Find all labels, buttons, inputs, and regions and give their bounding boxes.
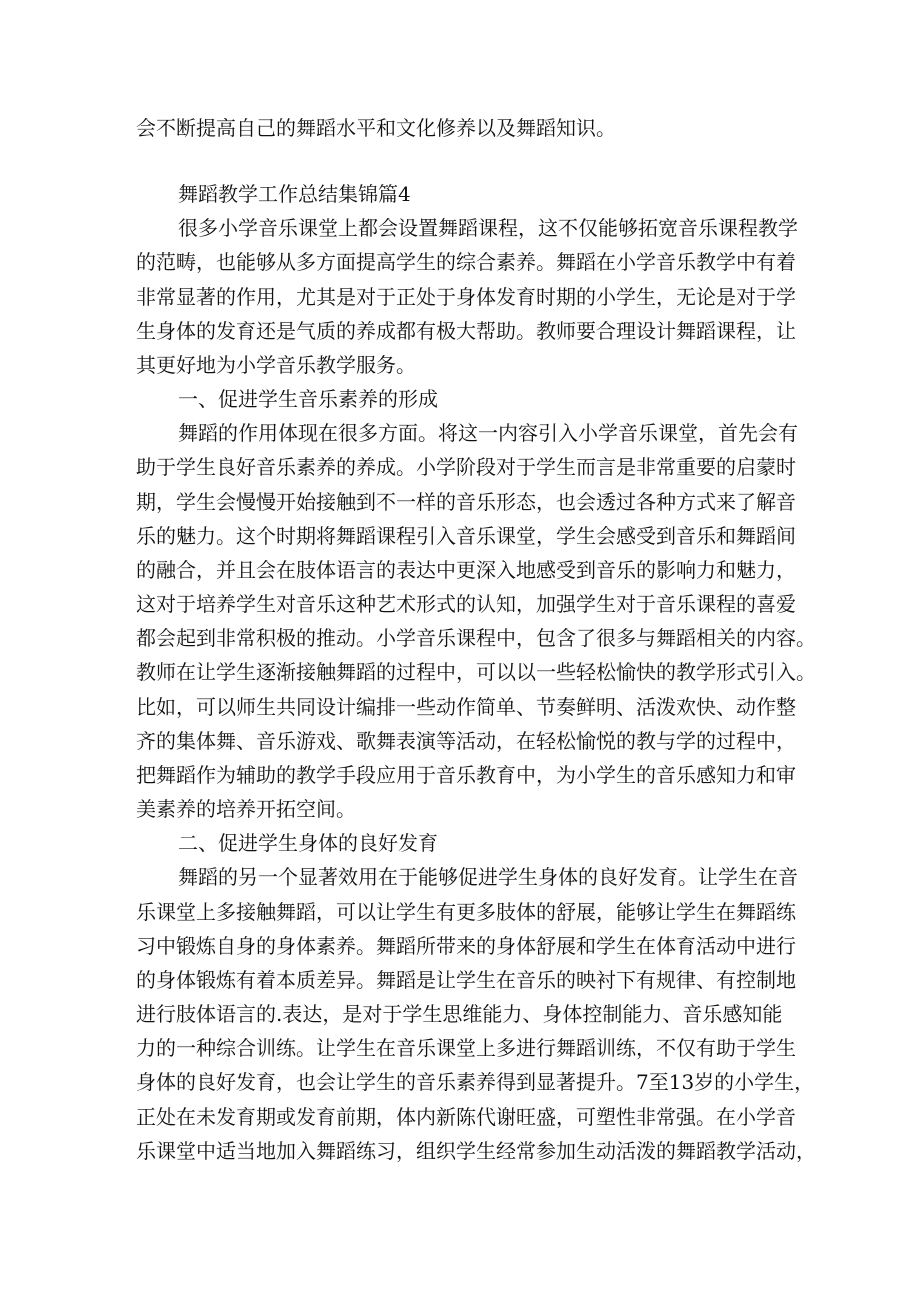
paragraph-line: 很多小学音乐课堂上都会设置舞蹈课程，这不仅能够拓宽音乐课程教学 [178, 216, 798, 240]
paragraph-line: 乐课堂上多接触舞蹈，可以让学生有更多肢体的舒展，能够让学生在舞蹈练 [136, 900, 796, 924]
paragraph-line: 比如，可以师生共同设计编排一些动作简单、节奏鲜明、活泼欢快、动作整 [136, 695, 796, 719]
paragraph-line: 正处在未发育期或发育前期，体内新陈代谢旺盛，可塑性非常强。在小学音 [136, 1105, 796, 1129]
paragraph-line: 助于学生良好音乐素养的养成。小学阶段对于学生而言是非常重要的启蒙时 [136, 455, 796, 479]
paragraph-line: 舞蹈的另一个显著效用在于能够促进学生身体的良好发育。让学生在音 [178, 865, 798, 889]
paragraph-line: 进行肢体语言的.表达，是对于学生思维能力、身体控制能力、音乐感知能 [136, 1002, 783, 1026]
paragraph-line: 生身体的发育还是气质的养成都有极大帮助。教师要合理设计舞蹈课程，让 [136, 319, 796, 343]
paragraph-line: 乐课堂中适当地加入舞蹈练习，组织学生经常参加生动活泼的舞蹈教学活动， [136, 1139, 816, 1163]
paragraph-line: 乐的魅力。这个时期将舞蹈课程引入音乐课堂，学生会感受到音乐和舞蹈间 [136, 524, 796, 548]
paragraph-line: 这对于培养学生对音乐这种艺术形式的认知，加强学生对于音乐课程的喜爱 [136, 592, 796, 616]
paragraph-line: 舞蹈的作用体现在很多方面。将这一内容引入小学音乐课堂，首先会有 [178, 421, 798, 445]
paragraph-line: 期，学生会慢慢开始接触到不一样的音乐形态，也会透过各种方式来了解音 [136, 490, 796, 514]
paragraph-line: 齐的集体舞、音乐游戏、歌舞表演等活动，在轻松愉悦的教与学的过程中， [136, 729, 796, 753]
subsection-heading: 一、促进学生音乐素养的形成 [178, 387, 438, 411]
paragraph-line: 的身体锻炼有着本质差异。舞蹈是让学生在音乐的映衬下有规律、有控制地 [136, 968, 796, 992]
paragraph-line: 非常显著的作用，尤其是对于正处于身体发育时期的小学生，无论是对于学 [136, 285, 796, 309]
paragraph-line: 教师在让学生逐渐接触舞蹈的过程中，可以以一些轻松愉快的教学形式引入。 [136, 660, 816, 684]
paragraph-line: 都会起到非常积极的推动。小学音乐课程中，包含了很多与舞蹈相关的内容。 [136, 626, 816, 650]
section-heading: 舞蹈教学工作总结集锦篇4 [178, 182, 411, 206]
paragraph-line: 的融合，并且会在肢体语言的表达中更深入地感受到音乐的影响力和魅力， [136, 558, 796, 582]
paragraph-line: 其更好地为小学音乐教学服务。 [136, 353, 416, 377]
subsection-heading: 二、促进学生身体的良好发育 [178, 831, 438, 855]
paragraph-line: 美素养的培养开拓空间。 [136, 797, 356, 821]
paragraph-line: 会不断提高自己的舞蹈水平和文化修养以及舞蹈知识。 [136, 116, 616, 140]
paragraph-line: 把舞蹈作为辅助的教学手段应用于音乐教育中，为小学生的音乐感知力和审 [136, 763, 796, 787]
paragraph-line: 的范畴，也能够从多方面提高学生的综合素养。舞蹈在小学音乐教学中有着 [136, 250, 796, 274]
paragraph-line: 力的一种综合训练。让学生在音乐课堂上多进行舞蹈训练，不仅有助于学生 [136, 1036, 796, 1060]
paragraph-line: 习中锻炼自身的身体素养。舞蹈所带来的身体舒展和学生在体育活动中进行 [136, 934, 796, 958]
paragraph-line: 身体的良好发育，也会让学生的音乐素养得到显著提升。7至13岁的小学生， [136, 1070, 815, 1094]
